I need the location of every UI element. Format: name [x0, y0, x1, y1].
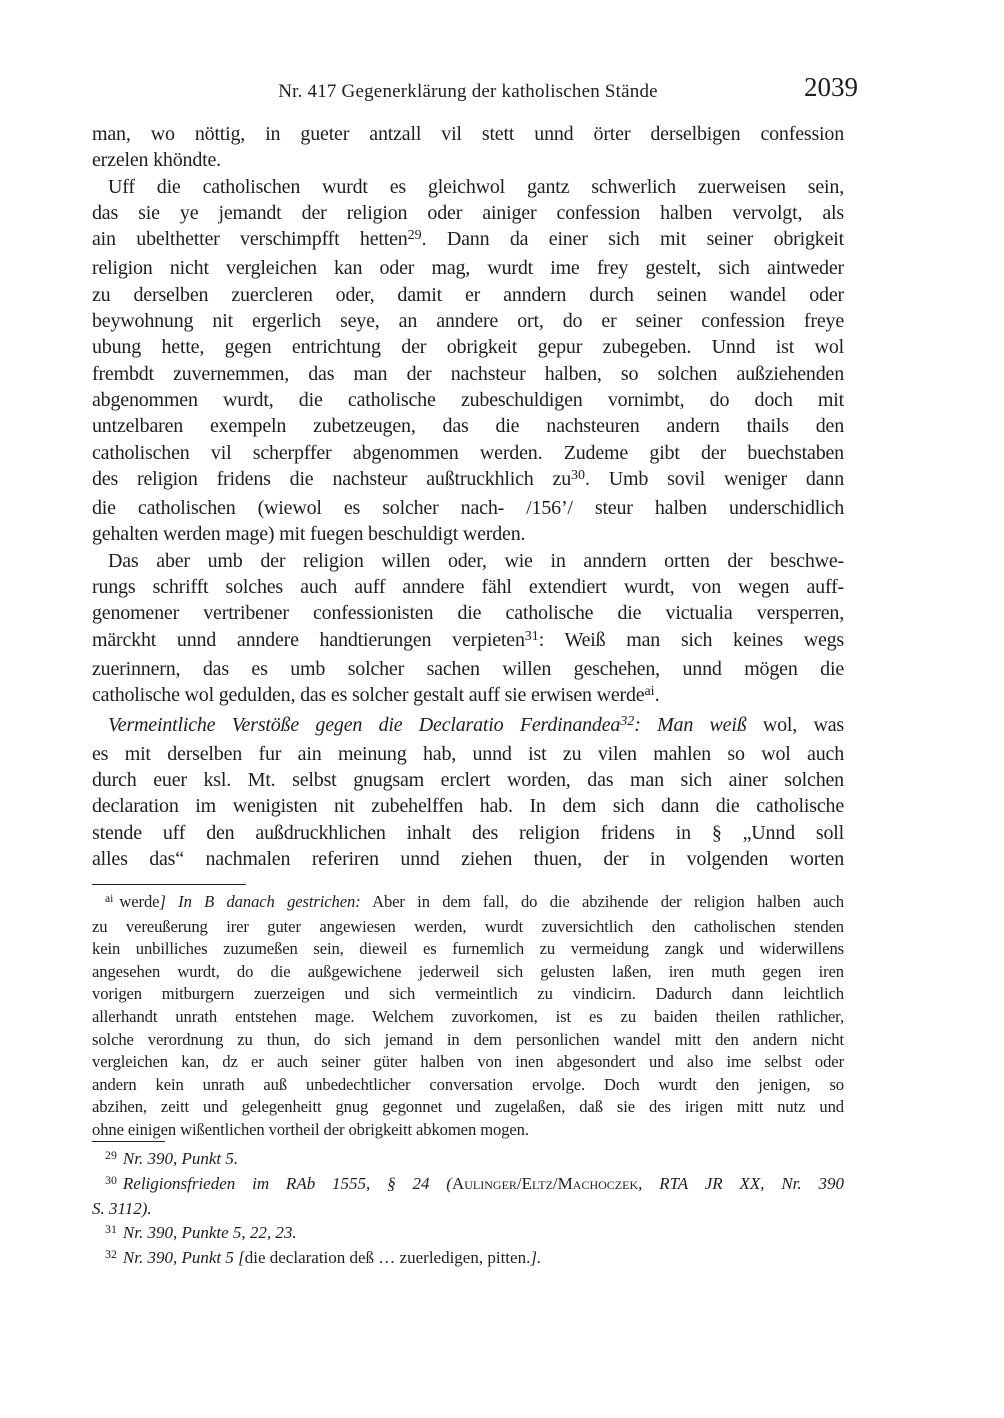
text-line	[92, 846, 844, 872]
text-run: es mit derselben fur ain meinung hab, unnd ist zu vilen mahlen so wol auch	[92, 742, 844, 765]
text-run: S. 3112).	[92, 1199, 152, 1219]
text-run: angesehen wurdt, do die außgewichene jederweil sich gelusten laßen, iren muth gegen iren	[92, 961, 844, 981]
footnote-marker: 31	[524, 628, 539, 644]
text-line	[92, 682, 844, 711]
text-run: wol, was	[746, 713, 844, 736]
text-run: zuerinnern, das es umb solcher sachen willen geschehen, unnd mögen die	[92, 657, 844, 680]
text-run: rungs schrifft solches auch auff anndere fähl extendiert wurdt, von wegen auff-	[92, 576, 844, 599]
text-run: zu derselben zuercleren oder, damit er anndern durch seinen wandel oder	[92, 283, 844, 306]
text-line	[92, 574, 844, 600]
text-line	[92, 820, 844, 846]
text-run: beywohnung nit ergerlich seye, an anndere ort, do er seiner confession freye	[92, 310, 844, 333]
footnote-marker: ai	[644, 684, 655, 700]
text-run: /	[516, 1174, 522, 1194]
footnote-line	[92, 1246, 844, 1271]
text-run: Religionsfrieden im RAb 1555, § 24 (	[122, 1174, 452, 1194]
footnote-marker: ai	[105, 892, 114, 906]
text-line	[92, 334, 844, 360]
text-run: ] In B danach gestrichen:	[159, 892, 361, 911]
text-run: Das aber umb der religion willen oder, wie in anndern ortten der beschwe-	[108, 549, 844, 572]
text-line	[92, 627, 844, 656]
text-line	[92, 548, 844, 574]
footnote-marker: 32	[620, 713, 635, 729]
text-line	[92, 521, 844, 547]
text-run: /	[552, 1174, 558, 1194]
text-run: religion nicht vergleichen kan oder mag, wurdt ime frey gestelt, sich aintweder	[92, 257, 844, 280]
variant-note-line	[92, 916, 844, 939]
text-line	[92, 413, 844, 439]
text-run: man, wo nöttig, in gueter antzall vil stett unnd örter derselbigen confession	[92, 123, 844, 145]
text-run: : Weiß man sich keines wegs	[538, 628, 844, 651]
text-run: die catholischen (wiewol es solcher nach- /156’/ steur halben underschidlich	[92, 497, 844, 520]
text-run: . Umb sovil weniger dann	[585, 467, 845, 490]
text-line	[92, 495, 844, 521]
text-line	[92, 767, 844, 793]
author-smallcaps: Aulinger	[451, 1174, 517, 1194]
variant-note-line	[92, 1074, 844, 1097]
text-run: vergleichen kan, dz er auch seiner güter halben von inen abgesondert und also ime selbst oder	[92, 1052, 844, 1072]
text-run: ohne einigen wißentlichen vortheil der obrigkeitt abkomen mogen.	[92, 1119, 529, 1139]
text-run: andern kein unrath auß unbedechtlicher conversation ervolge. Doch wurdt den jenigen, so	[92, 1074, 844, 1094]
text-run: erzelen khöndte.	[92, 149, 221, 172]
variant-note-line	[92, 1051, 844, 1074]
text-run: Nr. 390, Punkte 5, 22, 23.	[122, 1222, 297, 1242]
text-run: genomener vertribener confessionisten die catholische die victualia versperren,	[92, 602, 844, 625]
text-line	[92, 793, 844, 819]
text-run: Nr. 390, Punkt 5 [	[122, 1247, 245, 1267]
text-run: ain ubelthetter verschimpfft hetten	[92, 228, 408, 251]
text-line	[92, 440, 844, 466]
text-line	[92, 387, 844, 413]
footnote-marker: 30	[105, 1173, 117, 1188]
text-run: allerhandt unrath entstehen mage. Welchem zuvorkomen, ist es zu baiden theilen rathlicher,	[92, 1006, 844, 1026]
text-run: durch euer ksl. Mt. selbst gnugsam erclert worden, das man sich ainer solchen	[92, 769, 844, 792]
page-number: 2039	[804, 72, 858, 102]
text-run: ubung hette, gegen entrichtung der obrigkeit gepur zubegeben. Unnd ist wol	[92, 336, 844, 359]
text-run: .	[654, 684, 660, 707]
variant-note-line	[92, 961, 844, 984]
text-line	[92, 466, 844, 495]
text-run: Uff die catholischen wurdt es gleichwol gantz schwerlich zuerweisen sein,	[108, 175, 844, 198]
variant-note-line	[92, 1006, 844, 1029]
footnote-marker: 29	[105, 1148, 117, 1163]
text-line	[92, 361, 844, 387]
footnote-line	[92, 1197, 844, 1220]
text-run: solche verordnung zu thun, do sich jemand in dem personlichen wandel mitt den andern nicht	[92, 1029, 844, 1049]
text-run: abzihen, zeitt und gelegenheitt gnug gegonnet und zugelaßen, daß sie des irigen mitt nutz und	[92, 1097, 844, 1117]
text-run: märckht unnd anndere handtierungen verpieten	[92, 628, 525, 651]
running-header: Nr. 417 Gegenerklärung der katholischen Stände	[278, 81, 658, 102]
text-run: catholischen vil scherpffer abgenommen werden. Zudeme gibt der buechstaben	[92, 441, 844, 464]
variant-note-separator	[92, 884, 246, 885]
text-run: frembdt zuvernemmen, das man der nachsteur halben, so solchen außziehenden	[92, 362, 844, 385]
text-run: : Man weiß	[634, 713, 747, 736]
footnote-separator	[92, 1141, 165, 1142]
text-run: . Dann da einer sich mit seiner obrigkeit	[421, 228, 844, 251]
text-line	[92, 121, 844, 147]
text-run: zu vereußerung irer guter angewiesen werden, wurdt zuversichtlich den catholischen stenden	[92, 916, 844, 936]
text-line	[92, 308, 844, 334]
text-run: die declaration deß … zuerledigen, pitten.	[244, 1247, 531, 1267]
paragraph	[92, 712, 844, 873]
text-run: stende uff den außdruckhlichen inhalt des religion fridens in § „Unnd soll	[92, 821, 844, 844]
text-line	[92, 600, 844, 626]
text-run: alles das“ nachmalen referiren unnd ziehen thuen, der in volgenden worten	[92, 848, 844, 871]
footnote-marker: 30	[571, 467, 586, 483]
text-line	[92, 712, 844, 741]
text-line	[92, 282, 844, 308]
body-text	[92, 121, 844, 872]
text-run: Nr. 390, Punkt 5.	[122, 1149, 239, 1168]
variant-note	[92, 891, 844, 1142]
author-smallcaps: Eltz	[521, 1174, 553, 1194]
text-run: werde	[119, 892, 160, 911]
text-run: declaration im wenigisten nit zubehelffen hab. In dem sich dann die catholische	[92, 795, 844, 818]
footnotes	[92, 1147, 844, 1271]
text-line	[92, 226, 844, 255]
footnote-marker: 31	[105, 1221, 117, 1236]
text-run: , RTA JR XX, Nr. 390	[638, 1174, 844, 1194]
variant-note-line	[92, 1029, 844, 1052]
text-run: Vermeintliche Verstöße gegen die Declaratio Ferdinandea	[108, 713, 621, 736]
text-line	[92, 741, 844, 767]
text-line	[92, 200, 844, 226]
text-run: kein unbilliches zuzumeßen sein, dieweil es furnemlich zu vermeidung zangk und widerwillens	[92, 939, 844, 959]
text-run: catholische wol gedulden, das es solcher gestalt auff sie erwisen werde	[92, 684, 645, 707]
text-line	[92, 255, 844, 281]
text-run: abgenommen wurdt, die catholische zubeschuldigen vornimbt, do doch mit	[92, 388, 844, 411]
text-run: ].	[530, 1247, 542, 1267]
footnote-line	[92, 1221, 844, 1246]
text-run: das sie ye jemandt der religion oder ainiger confession halben vervolgt, als	[92, 201, 844, 224]
text-run: des religion fridens die nachsteur außtruckhlich zu	[92, 467, 572, 490]
text-run: Aber in dem fall, do die abzihende der religion halben auch	[360, 892, 844, 911]
paragraph	[92, 548, 844, 712]
variant-note-line	[92, 1096, 844, 1119]
footnote-line	[92, 1172, 844, 1197]
paragraph	[92, 121, 844, 174]
text-line	[92, 174, 844, 200]
paragraph	[92, 174, 844, 548]
text-run: gehalten werden mage) mit fuegen beschuldigt werden.	[92, 523, 526, 546]
variant-note-line	[92, 938, 844, 961]
variant-note-line	[92, 1119, 844, 1142]
variant-note-line	[92, 983, 844, 1006]
footnote-line	[92, 1147, 844, 1172]
text-line	[92, 656, 844, 682]
text-run: untzelbaren exempeln zubetzeugen, das die nachsteuren andern thails den	[92, 415, 844, 438]
footnote-marker: 29	[407, 228, 422, 244]
author-smallcaps: Machoczek	[557, 1174, 639, 1194]
text-line	[92, 147, 844, 173]
footnote-marker: 32	[105, 1246, 117, 1261]
text-run: vorigen mitburgern zuerzeigen und sich vermeintlich zu vindicirn. Dadurch dann leichtlich	[92, 984, 844, 1004]
variant-note-line	[92, 891, 844, 916]
